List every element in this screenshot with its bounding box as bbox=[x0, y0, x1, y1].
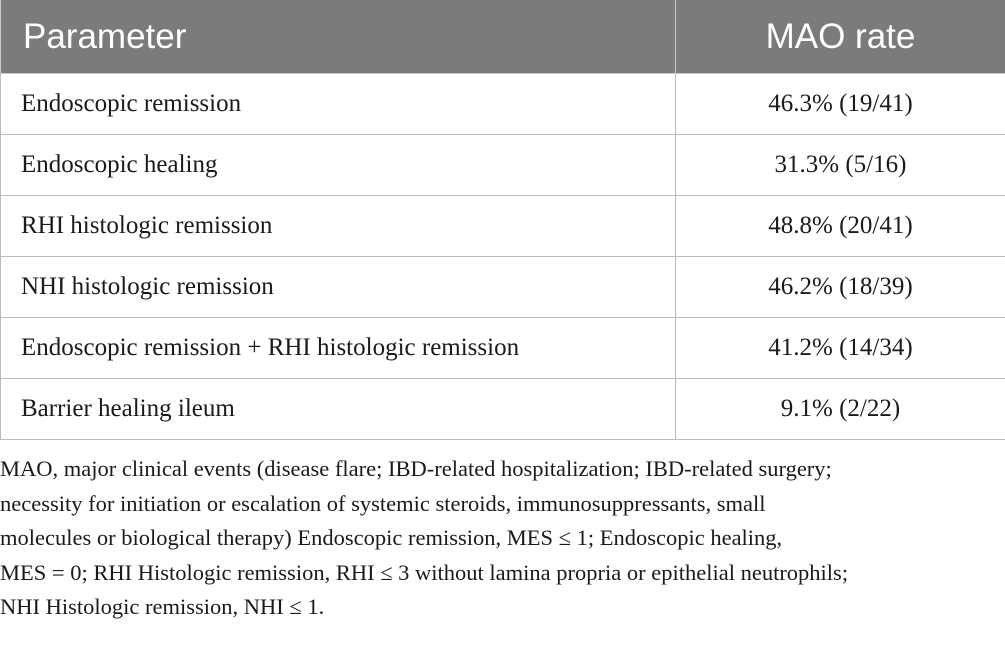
table-row bbox=[1, 257, 1005, 318]
cell-mao-rate: 31.3% (5/16) bbox=[676, 135, 1005, 196]
table-row bbox=[1, 135, 1005, 196]
cell-mao-rate: 46.3% (19/41) bbox=[676, 74, 1005, 135]
cell-parameter: Endoscopic healing bbox=[1, 135, 676, 196]
cell-parameter: NHI histologic remission bbox=[1, 257, 676, 318]
cell-parameter: Endoscopic remission bbox=[1, 74, 676, 135]
table-row bbox=[1, 74, 1005, 135]
table-header-row bbox=[1, 0, 1005, 74]
header-parameter: Parameter bbox=[1, 0, 676, 74]
table-row bbox=[1, 379, 1005, 440]
cell-mao-rate: 9.1% (2/22) bbox=[676, 379, 1005, 440]
table-footnote: MAO, major clinical events (disease flare; IBD-related hospitalization; IBD-related surgery; necessity for initiation or escalation of systemic steroids, immunosuppressants, small molecules or biological therapy) Endoscopic remission, MES ≤ 1; Endoscopic healing, MES = 0; RHI Histologic remission, RHI ≤ 3 without lamina propria or epithelial neutrophils; NHI Histologic remission, NHI ≤ 1. bbox=[0, 456, 849, 619]
header-mao-rate: MAO rate bbox=[676, 0, 1005, 74]
table-row bbox=[1, 318, 1005, 379]
cell-mao-rate: 46.2% (18/39) bbox=[676, 257, 1005, 318]
cell-parameter: Barrier healing ileum bbox=[1, 379, 676, 440]
cell-parameter: Endoscopic remission + RHI histologic remission bbox=[1, 318, 676, 379]
cell-mao-rate: 48.8% (20/41) bbox=[676, 196, 1005, 257]
table-row bbox=[1, 196, 1005, 257]
cell-mao-rate: 41.2% (14/34) bbox=[676, 318, 1005, 379]
cell-parameter: RHI histologic remission bbox=[1, 196, 676, 257]
